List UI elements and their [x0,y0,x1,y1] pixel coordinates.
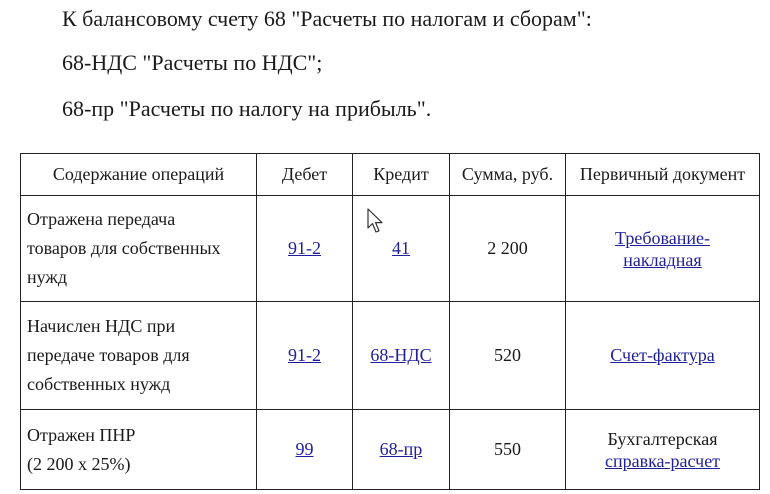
operations-table [20,153,760,490]
mouse-pointer-icon [367,208,385,234]
description-line: собственных нужд [27,374,171,394]
header-primary-document: Первичный документ [566,154,760,196]
primary-document-link[interactable]: Счет-фактура [610,345,715,365]
table-row [21,302,760,410]
sum-cell: 550 [450,410,566,490]
operation-description [21,196,257,302]
header-debit: Дебет [257,154,353,196]
debit-account-link[interactable]: 99 [295,439,314,459]
credit-account-link[interactable]: 68-пр [379,439,423,459]
header-operation-content: Содержание операций [21,154,257,196]
intro-line-1: К балансовому счету 68 "Расчеты по налогам и сборам": [62,6,592,31]
description-line: товаров для собственных [27,238,221,258]
primary-document-text: Бухгалтерская [607,428,718,449]
intro-line-2: 68-НДС "Расчеты по НДС"; [62,50,323,75]
intro-line-3: 68-пр "Расчеты по налогу на прибыль". [62,96,432,121]
description-line: Начислен НДС при [27,316,176,336]
primary-document-link[interactable]: накладная [623,249,702,270]
description-line: (2 200 х 25%) [27,453,131,474]
primary-document-link[interactable]: Требование- [615,227,710,248]
table-row [21,410,760,490]
operation-description [21,302,257,410]
debit-account-link[interactable]: 91-2 [288,345,321,365]
header-sum: Сумма, руб. [450,154,566,196]
description-line: нужд [27,267,67,287]
primary-document-link[interactable]: справка-расчет [604,450,721,471]
credit-cell [353,410,450,490]
description-line: Отражен ПНР [27,424,136,445]
primary-document-cell [566,196,760,302]
credit-cell [353,302,450,410]
sum-cell: 520 [450,302,566,410]
primary-document-cell [566,302,760,410]
header-credit: Кредит [353,154,450,196]
operation-description [21,410,257,490]
debit-cell [257,302,353,410]
table-row [21,196,760,302]
description-line: Отражена передача [27,209,176,229]
debit-cell [257,410,353,490]
credit-account-link[interactable]: 68-НДС [370,345,432,365]
debit-account-link[interactable]: 91-2 [288,238,321,258]
debit-cell [257,196,353,302]
table-header-row [21,154,760,196]
primary-document-cell [566,410,760,490]
credit-account-link[interactable]: 41 [392,238,410,258]
sum-cell: 2 200 [450,196,566,302]
description-line: передаче товаров для [27,345,190,365]
